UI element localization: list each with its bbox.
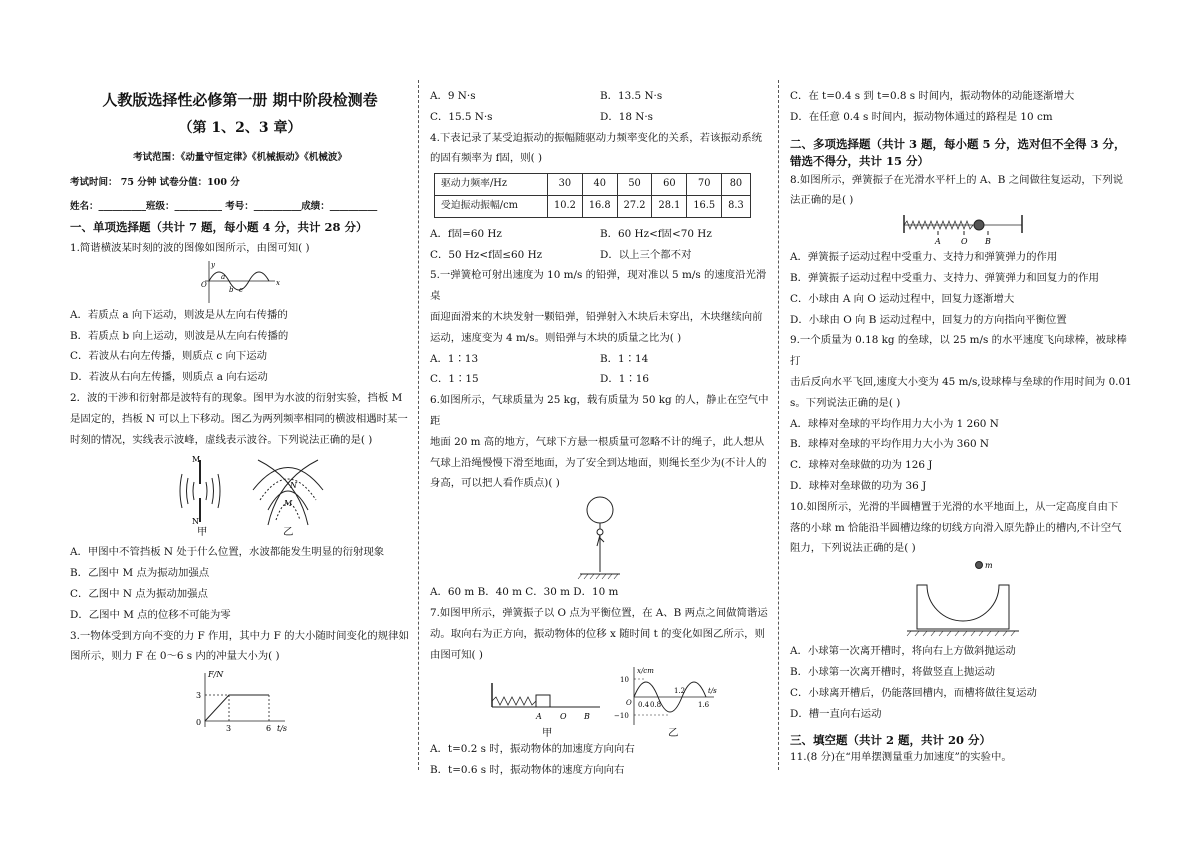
q1-option-b: B．若质点 b 向上运动，则波是从左向右传播的	[70, 329, 289, 342]
q4-option-a: A．f固=60 Hz	[430, 227, 502, 240]
q1-option-a: A．若质点 a 向下运动，则波是从左向右传播的	[70, 308, 288, 321]
table-cell: 70	[687, 174, 722, 196]
exam-time-line: 考试时间： 75 分钟 试卷分值：100 分	[70, 177, 240, 188]
q8-option-d: D．小球由 O 向 B 运动过程中，回复力的方向指向平衡位置	[790, 313, 1067, 326]
q1-option-c: C．若波从右向左传播，则质点 c 向下运动	[70, 350, 268, 363]
q7-stem-2: 动。取向右为正方向，振动物体的位移 x 随时间 t 的变化如图乙所示，则	[430, 627, 765, 640]
wave-figure	[195, 259, 285, 305]
q5-stem-2: 面迎面滑来的木块发射一颗铅弹，铅弹射入木块后未穿出，木块继续向前	[430, 310, 763, 323]
table-cell: 80	[722, 174, 751, 196]
q10-stem-3: 阻力，下列说法正确的是( )	[790, 542, 916, 555]
table-cell: 8.3	[722, 195, 751, 217]
q4-options-row-2	[430, 245, 770, 266]
graph7-origin: O	[626, 699, 632, 708]
figure-yi-label: 乙	[283, 526, 294, 539]
q8-option-c: C．小球由 A 向 O 运动过程中，回复力逐渐增大	[790, 292, 1015, 305]
q4-options-row-1	[430, 224, 770, 245]
q3-option-d: D．18 N·s	[600, 110, 653, 123]
q9-option-c: C．球棒对垒球做的功为 126 J	[790, 459, 933, 472]
table-cell: 16.8	[582, 195, 617, 217]
force-time-graph	[185, 667, 295, 733]
table-row-header: 受迫振动振幅/cm	[435, 195, 548, 217]
frequency-amplitude-table	[434, 173, 751, 218]
q6-options: A．60 m B．40 m C．30 m D．10 m	[430, 586, 619, 599]
graph7-tick-1.2: 1.2	[674, 687, 686, 696]
q5-stem-3: 运动，速度变为 4 m/s。则铅弹与木块的质量之比为( )	[430, 331, 682, 344]
student-info-line: 姓名：__________班级：__________ 考号：__________成绩：__________	[70, 201, 378, 212]
graph7-x-axis-label: x/cm	[637, 667, 654, 676]
figure-jia-label: 甲	[197, 526, 208, 539]
q1-stem: 1.简谐横波某时刻的波的图像如图所示，由图可知( )	[70, 242, 310, 254]
q10-option-c: C．小球离开槽后，仍能落回槽内，而槽将做往复运动	[790, 686, 1037, 699]
column-2	[430, 86, 770, 781]
q2-stem-1: 2．波的干涉和衍射都是波特有的现象。图甲为水波的衍射实验，挡板 M	[70, 391, 403, 404]
time-axis-label: t/s	[277, 724, 288, 734]
q3-option-a: A．9 N·s	[430, 90, 476, 102]
column-3	[790, 86, 1135, 766]
q7-option-a: A．t=0.2 s 时，振动物体的加速度方向向右	[430, 743, 635, 756]
q7-figures	[430, 665, 770, 739]
time-tick-3: 3	[226, 724, 232, 734]
q5-option-b: B．1∶14	[600, 352, 649, 365]
graph7-tick-0.8: 0.8	[650, 701, 662, 710]
q7-stem-1: 7.如图甲所示，弹簧振子以 O 点为平衡位置，在 A、B 两点之间做简谐运	[430, 606, 768, 619]
q1-option-d: D．若波从右向左传播，则质点 a 向右运动	[70, 371, 268, 384]
exam-scope: 考试范围：《动量守恒定律》《机械振动》《机械波》	[133, 152, 347, 163]
table-row	[435, 174, 751, 196]
graph7-tick-1.6: 1.6	[698, 701, 710, 710]
ball-m-label: m	[984, 561, 993, 571]
q4-stem-2: 的固有频率为 f固，则( )	[430, 152, 543, 165]
wave-point-c: c	[239, 285, 243, 294]
q6-stem-1: 6.如图所示，气球质量为 25 kg，载有质量为 50 kg 的人，静止在空气中距	[430, 394, 769, 427]
spring-oscillator-figure-7	[486, 679, 606, 723]
spring7-b-label: B	[584, 712, 590, 722]
graph7-tick-minus-10: −10	[614, 712, 629, 721]
q9-stem-1: 9.一个质量为 0.18 kg 的垒球，以 25 m/s 的水平速度飞向球棒，被球棒打	[790, 334, 1127, 368]
q4-option-c: C．50 Hz<f固≤60 Hz	[430, 248, 543, 261]
q6-stem-3: 气球上沿绳慢慢下滑至地面，为了安全到达地面，则绳长至少为(不计人的	[430, 456, 767, 469]
spring-oscillator-figure-8	[898, 211, 1028, 247]
q9-stem-3: s。下列说法正确的是( )	[790, 396, 901, 409]
q2-stem-2: 是固定的，挡板 N 可以上下移动。图乙为两列频率相同的横波相遇时某一	[70, 412, 408, 425]
q2-option-a: A．甲图中不管挡板 N 处于什么位置，水波都能发生明显的衍射现象	[70, 546, 385, 559]
table-cell: 27.2	[617, 195, 652, 217]
displacement-time-graph	[610, 665, 722, 727]
table-row	[435, 195, 751, 217]
q4-option-b: B．60 Hz<f固<70 Hz	[600, 227, 712, 240]
q5-options-row-2	[430, 369, 770, 390]
q4-stem-1: 4.下表记录了某受迫振动的振幅随驱动力频率变化的关系，若该振动系统	[430, 131, 763, 144]
q4-option-d: D．以上三个都不对	[600, 248, 692, 261]
spring7-a-label: A	[536, 712, 542, 722]
q9-option-d: D．球棒对垒球做的功为 36 J	[790, 479, 927, 492]
interference-m-label: M	[284, 499, 293, 509]
q5-options-row-1	[430, 349, 770, 370]
interference-n-label: N	[290, 481, 297, 491]
page-title: 人教版选择性必修第一册 期中阶段检测卷	[102, 91, 378, 109]
column-divider-1	[418, 80, 419, 770]
table-cell: 40	[582, 174, 617, 196]
q5-stem-1: 5.一弹簧枪可射出速度为 10 m/s 的铅弹，现对准以 5 m/s 的速度沿光滑桌	[430, 269, 767, 303]
section-2-title-1: 二、多项选择题（共计 3 题，每小题 5 分，选对但不全得 3 分，	[790, 136, 1126, 151]
table-cell: 10.2	[548, 195, 583, 217]
spring7-o-label: O	[560, 712, 567, 722]
q2-option-c: C．乙图中 N 点为振动加强点	[70, 587, 208, 600]
q5-option-c: C．1∶15	[430, 373, 479, 386]
diffraction-figure	[170, 454, 230, 526]
q10-option-b: B．小球第一次离开槽时，将做竖直上抛运动	[790, 665, 996, 678]
interference-figure	[248, 450, 328, 526]
spring8-a-label: A	[934, 237, 941, 247]
table-cell: 30	[548, 174, 583, 196]
table-cell: 60	[652, 174, 687, 196]
q8-option-b: B．弹簧振子运动过程中受重力、支持力、弹簧弹力和回复力的作用	[790, 271, 1099, 284]
q8-stem-1: 8.如图所示，弹簧振子在光滑水平杆上的 A、B 之间做往复运动，下列说	[790, 173, 1123, 186]
q7-option-d: D．在任意 0.4 s 时间内，振动物体通过的路程是 10 cm	[790, 110, 1053, 123]
q10-option-d: D．槽一直向右运动	[790, 707, 882, 720]
q8-stem-2: 法正确的是( )	[790, 194, 854, 207]
barrier-m-label: M	[192, 455, 201, 465]
table-cell: 16.5	[687, 195, 722, 217]
figure7-jia-label: 甲	[542, 727, 553, 740]
column-divider-2	[778, 80, 779, 770]
graph7-tick-0.4: 0.4	[638, 701, 650, 710]
q3-options-row-2	[430, 107, 770, 128]
q9-option-b: B．球棒对垒球的平均作用力大小为 360 N	[790, 438, 990, 451]
time-tick-6: 6	[266, 724, 272, 734]
q6-stem-2: 地面 20 m 高的地方，气球下方悬一根质量可忽略不计的绳子，此人想从	[430, 435, 765, 448]
force-axis-label: F/N	[208, 670, 224, 680]
q10-stem-1: 10.如图所示，光滑的半圆槽置于光滑的水平地面上，从一定高度自由下	[790, 500, 1119, 513]
wave-y-label: y	[211, 260, 215, 269]
wave-point-a: a	[221, 272, 226, 281]
q5-option-a: A．1∶13	[430, 352, 479, 365]
q10-stem-2: 落的小球 m 恰能沿半圆槽边缘的切线方向滑入原先静止的槽内,不计空气	[790, 521, 1122, 534]
table-row-header: 驱动力频率/Hz	[435, 174, 548, 196]
wave-point-b: b	[229, 285, 234, 294]
table-cell: 50	[617, 174, 652, 196]
q3-option-c: C．15.5 N·s	[430, 110, 493, 123]
balloon-figure	[570, 494, 630, 582]
q11-stem: 11.(8 分)在“用单摆测量重力加速度”的实验中。	[790, 751, 1012, 764]
q2-option-b: B．乙图中 M 点为振动加强点	[70, 567, 210, 580]
spring8-b-label: B	[984, 237, 991, 247]
graph7-t-axis-label: t/s	[708, 687, 717, 696]
q3-options-row-1	[430, 86, 770, 107]
figure7-yi-label: 乙	[668, 727, 679, 740]
section-3-title: 三、填空题（共计 2 题，共计 20 分）	[790, 733, 992, 748]
q3-option-b: B．13.5 N·s	[600, 90, 663, 102]
q8-option-a: A．弹簧振子运动过程中受重力、支持力和弹簧弹力的作用	[790, 251, 1058, 264]
q7-option-c: C．在 t=0.4 s 到 t=0.8 s 时间内，振动物体的动能逐渐增大	[790, 90, 1075, 102]
column-1	[70, 86, 410, 733]
q9-option-a: A．球棒对垒球的平均作用力大小为 1 260 N	[790, 417, 999, 430]
q10-option-a: A．小球第一次离开槽时，将向右上方做斜抛运动	[790, 645, 1016, 658]
semicircular-trough-figure	[903, 559, 1023, 641]
spring8-o-label: O	[960, 237, 968, 247]
wave-origin-label: O	[201, 280, 207, 289]
force-value-3: 3	[196, 691, 202, 701]
q2-stem-3: 时刻的情况，实线表示波峰，虚线表示波谷。下列说法正确的是( )	[70, 433, 373, 446]
q2-figures	[70, 450, 410, 542]
barrier-n-label: N	[192, 517, 199, 527]
q7-option-b: B．t=0.6 s 时，振动物体的速度方向向右	[430, 764, 625, 777]
force-origin: 0	[196, 718, 202, 728]
q2-option-d: D．乙图中 M 点的位移不可能为零	[70, 608, 231, 621]
q3-stem-1: 3.一物体受到方向不变的力 F 作用，其中力 F 的大小随时间变化的规律如	[70, 629, 409, 642]
table-cell: 28.1	[652, 195, 687, 217]
q9-stem-2: 击后反向水平飞回,速度大小变为 45 m/s,设球棒与垒球的作用时间为 0.01	[790, 375, 1132, 388]
q6-stem-4: 身高，可以把人看作质点)( )	[430, 477, 560, 490]
q3-stem-2: 图所示，则力 F 在 0～6 s 内的冲量大小为( )	[70, 650, 280, 663]
section-1-title: 一、单项选择题（共计 7 题，每小题 4 分，共计 28 分）	[70, 220, 368, 234]
q5-option-d: D．1∶16	[600, 373, 649, 386]
graph7-tick-10: 10	[620, 676, 629, 685]
page-subtitle: （第 1、2、3 章）	[178, 120, 302, 136]
wave-x-label: x	[276, 278, 280, 287]
q7-stem-3: 由图可知( )	[430, 648, 483, 661]
section-2-title-2: 错选不得分，共计 15 分）	[790, 153, 930, 168]
